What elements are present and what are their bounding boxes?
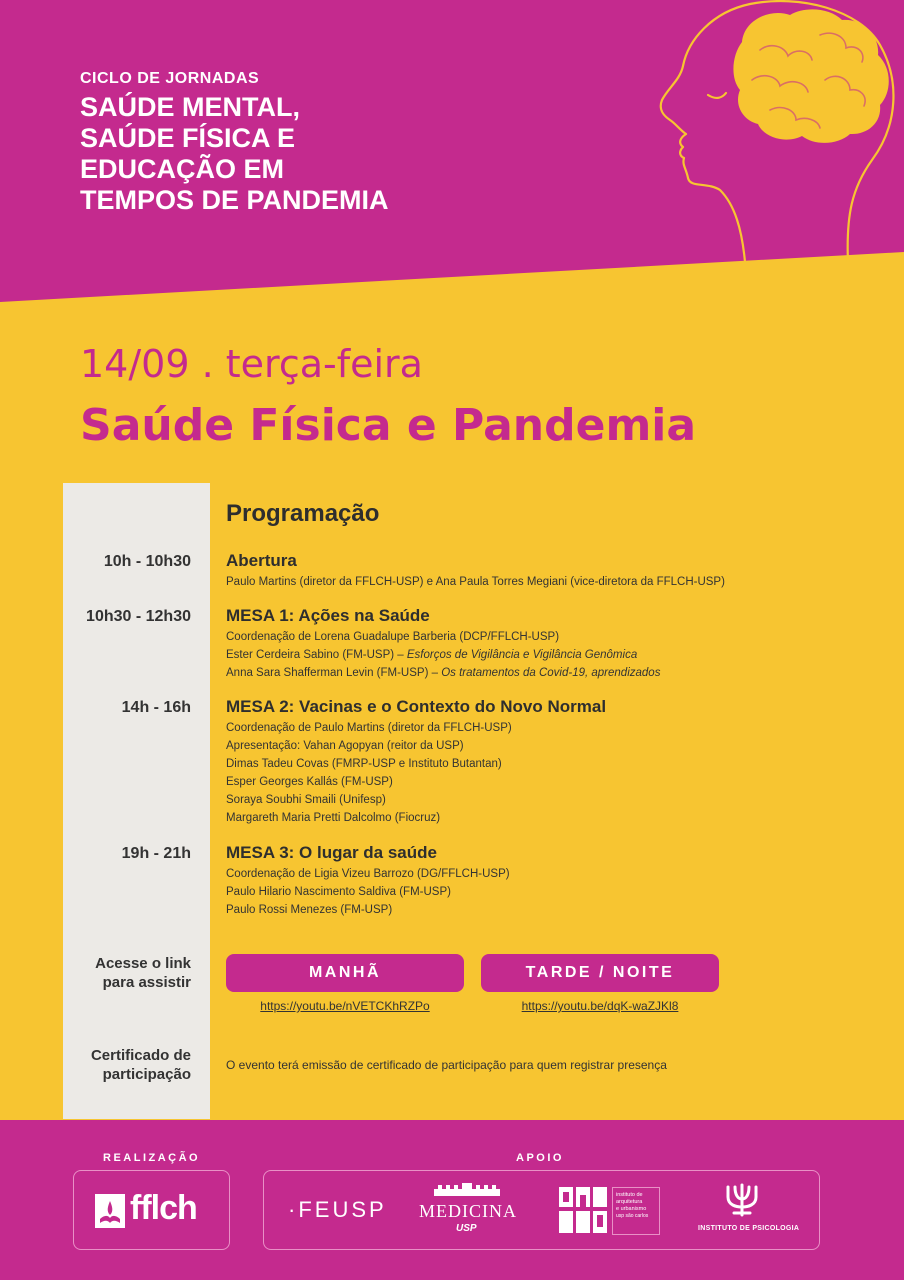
series-label: CICLO DE JORNADAS [80,70,260,87]
session-line: Paulo Hilario Nascimento Saldiva (FM-USP) [226,886,451,898]
brain-shape [733,9,888,143]
session-abertura [226,551,866,591]
certificate-text: O evento terá emissão de certificado de participação para quem registrar presença [226,1058,667,1072]
participant-text: Ester Cerdeira Sabino (FM-USP) – [226,649,407,661]
series-title-line: SAÚDE FÍSICA E [80,123,296,153]
afternoon-evening-link[interactable]: https://youtu.be/dqK-waZJKl8 [521,999,679,1013]
support-label: APOIO [516,1152,564,1164]
psychology-logo: INSTITUTO DE PSICOLOGIA [698,1225,800,1232]
support-logos-box [263,1170,820,1250]
session-title: Abertura [226,551,297,570]
series-title-line: SAÚDE MENTAL, [80,92,300,122]
organizer-logo-box [73,1170,230,1250]
fflch-logo: fflch [130,1189,197,1227]
footer [0,1120,904,1280]
organizer-label: REALIZAÇÃO [103,1152,201,1164]
header-banner [0,0,904,310]
certificate-label-line: Certificado de [90,1047,191,1064]
feusp-logo: ·FEUSP [288,1197,387,1222]
iau-text-line: arquitetura [616,1199,643,1205]
access-label-line: Acesse o link [95,955,191,972]
iau-text-box [612,1187,660,1235]
session-time: 10h30 - 12h30 [86,608,191,625]
iau-text-line: e urbanismo [616,1206,647,1212]
medicina-building-icon [432,1183,502,1197]
talk-title: Esforços de Vigilância e Vigilância Genômica [406,649,638,661]
series-title-line: TEMPOS DE PANDEMIA [80,185,389,215]
morning-button[interactable]: MANHÃ [226,954,464,992]
certificate-label [91,1046,191,1084]
session-title: MESA 3: O lugar da saúde [226,843,437,862]
participant-text: Coordenação de Lorena Guadalupe Barberia (DCP/FFLCH-USP) [226,631,560,643]
medicina-logo: MEDICINA [419,1201,517,1221]
session-line [226,628,866,646]
event-date: 14/09 . terça-feira [80,342,423,386]
session-line: Coordenação de Paulo Martins (diretor da FFLCH-USP) [226,722,512,734]
session-line: Esper Georges Kallás (FM-USP) [226,776,393,788]
session-time: 10h - 10h30 [103,553,191,570]
iau-mark-icon [559,1187,607,1233]
talk-title: Os tratamentos da Covid-19, aprendizados [441,667,661,679]
psychology-psi-icon [724,1183,760,1217]
session-line [226,664,866,682]
program-heading: Programação [226,500,380,527]
day-title: Saúde Física e Pandemia [80,400,697,451]
access-label [95,954,191,992]
book-flame-icon [94,1193,126,1229]
session-mesa-2 [226,697,866,827]
session-line: Coordenação de Ligia Vizeu Barrozo (DG/FFLCH-USP) [226,868,510,880]
session-line: Paulo Rossi Menezes (FM-USP) [226,904,393,916]
session-line: Apresentação: Vahan Agopyan (reitor da USP) [226,740,464,752]
session-mesa-3 [226,843,866,919]
iau-text-line: instituto de [616,1192,643,1198]
series-title-line: EDUCAÇÃO EM [80,154,285,184]
afternoon-evening-button[interactable]: TARDE / NOITE [481,954,719,992]
series-title [80,92,389,216]
session-line [226,573,866,591]
session-title: MESA 2: Vacinas e o Contexto do Novo Normal [226,697,607,716]
usp-logo: USP [456,1223,477,1234]
session-time: 19h - 21h [121,845,191,862]
left-column-panel [63,483,210,1119]
certificate-label-line: participação [102,1066,191,1083]
header-text [80,70,389,216]
morning-link[interactable]: https://youtu.be/nVETCKhRZPo [260,999,430,1013]
session-time: 14h - 16h [121,699,191,716]
session-line: Dimas Tadeu Covas (FMRP-USP e Instituto Butantan) [226,758,502,770]
session-line: Margareth Maria Pretti Dalcolmo (Fiocruz) [226,812,441,824]
session-title: MESA 1: Ações na Saúde [226,606,430,625]
session-line: Soraya Soubhi Smaili (Unifesp) [226,794,386,806]
access-label-line: para assistir [102,974,191,991]
participant-text: Paulo Martins (diretor da FFLCH-USP) e Ana Paula Torres Megiani (vice-diretora da FFLCH-USP) [226,576,725,588]
session-mesa-1 [226,606,866,682]
iau-text-line: usp são carlos [616,1213,649,1219]
session-line [226,646,866,664]
participant-text: Anna Sara Shafferman Levin (FM-USP) – [226,667,442,679]
